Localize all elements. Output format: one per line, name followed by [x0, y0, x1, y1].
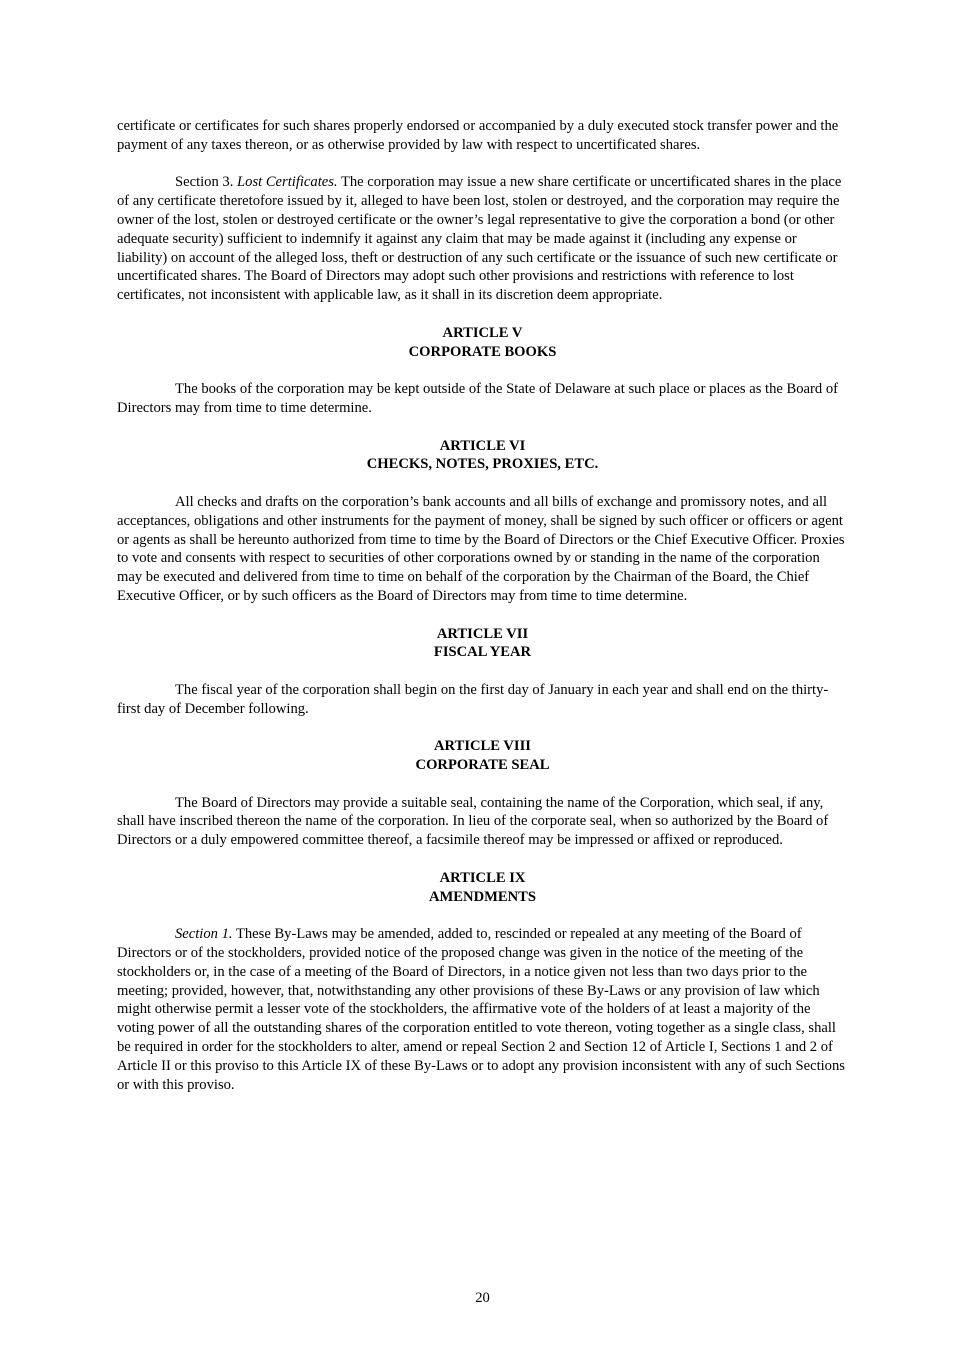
- article-8-number: ARTICLE VIII: [434, 738, 531, 755]
- page-content: [117, 117, 848, 1094]
- article-5-title: CORPORATE BOOKS: [408, 343, 557, 360]
- article-5-heading: [117, 324, 848, 362]
- article-9-section-1-body: These By-Laws may be amended, added to, rescinded or repealed at any meeting of the Board of Directors or of the stockholders, provided notice of the proposed change was given in the notice of the meeting of the stockholders or, in the case of a meeting of the Board of Directors, in a notice given not less than two days prior to the meeting; provided, however, that, notwithstanding any other provisions of these By-Laws or any provision of law which might otherwise permit a lesser vote of the stockholders, the affirmative vote of the holders of at least a majority of the voting power of all the outstanding shares of the corporation entitled to vote thereon, voting together as a single class, shall be required in order for the stockholders to alter, amend or repeal Section 2 and Section 12 of Article I, Sections 1 and 2 of Article II or this proviso to this Article IX of these By-Laws or to adopt any provision inconsistent with any of such Sections or with this proviso.: [117, 926, 845, 1093]
- article-9-number: ARTICLE IX: [439, 869, 526, 886]
- article-8-title: CORPORATE SEAL: [415, 757, 550, 774]
- article-9-heading: [117, 869, 848, 907]
- article-6-heading: [117, 437, 848, 475]
- article-7-number: ARTICLE VII: [436, 625, 529, 642]
- article-7-heading: [117, 625, 848, 663]
- article-7-title: FISCAL YEAR: [433, 644, 532, 661]
- article-8-heading: [117, 737, 848, 775]
- article-6-paragraph: All checks and drafts on the corporation’s bank accounts and all bills of exchange and promissory notes, and all acceptances, obligations and other instruments for the payment of money, shall be signed by such officer or officers or agent or agents as shall be hereunto authorized from time to time by the Board of Directors or the Chief Executive Officer. Proxies to vote and consents with respect to securities of other corporations owned by or standing in the name of the corporation may be executed and delivered from time to time on behalf of the corporation by the Chairman of the Board, the Chief Executive Officer, or by such officers as the Board of Directors may from time to time determine.: [117, 493, 845, 604]
- article-9-section-1-paragraph: [117, 925, 848, 1094]
- article-9-section-1-label: Section 1.: [175, 926, 233, 943]
- article-9-title: AMENDMENTS: [428, 888, 537, 905]
- article-5-number: ARTICLE V: [442, 324, 523, 341]
- article-8-paragraph: The Board of Directors may provide a suitable seal, containing the name of the Corporation, which seal, if any, shall have inscribed thereon the name of the corporation. In lieu of the corporate seal, when so authorized by the Board of Directors or a duly empowered committee thereof, a facsimile thereof may be impressed or affixed or reproduced.: [117, 794, 829, 849]
- article-6-title: CHECKS, NOTES, PROXIES, ETC.: [366, 456, 599, 473]
- section-3-lead: Section 3.: [175, 174, 238, 191]
- article-6-number: ARTICLE VI: [439, 437, 526, 454]
- article-7-paragraph: The fiscal year of the corporation shall begin on the first day of January in each year and shall end on the thirty-first day of December following.: [117, 681, 829, 717]
- page-number: 20: [475, 1290, 490, 1306]
- section-3-paragraph: [117, 173, 848, 305]
- article-5-paragraph: The books of the corporation may be kept outside of the State of Delaware at such place or places as the Board of Directors may from time to time determine.: [117, 381, 838, 416]
- section-3-title: Lost Certificates.: [237, 174, 338, 191]
- section-3-body: The corporation may issue a new share certificate or uncertificated shares in the place of any certificate theretofore issued by it, alleged to have been lost, stolen or destroyed, and the corporation may require the owner of the lost, stolen or destroyed certificate or the owner’s legal representative to give the corporation a bond (or other adequate security) sufficient to indemnify it against any claim that may be made against it (including any expense or liability) on account of the alleged loss, theft or destruction of any such certificate or the issuance of such new certificate or uncertificated shares. The Board of Directors may adopt such other provisions and restrictions with reference to lost certificates, not inconsistent with applicable law, as it shall in its discretion deem appropriate.: [117, 174, 842, 304]
- continuation-paragraph: certificate or certificates for such shares properly endorsed or accompanied by a duly executed stock transfer power and the payment of any taxes thereon, or as otherwise provided by law with respect to uncertificated shares.: [117, 118, 839, 153]
